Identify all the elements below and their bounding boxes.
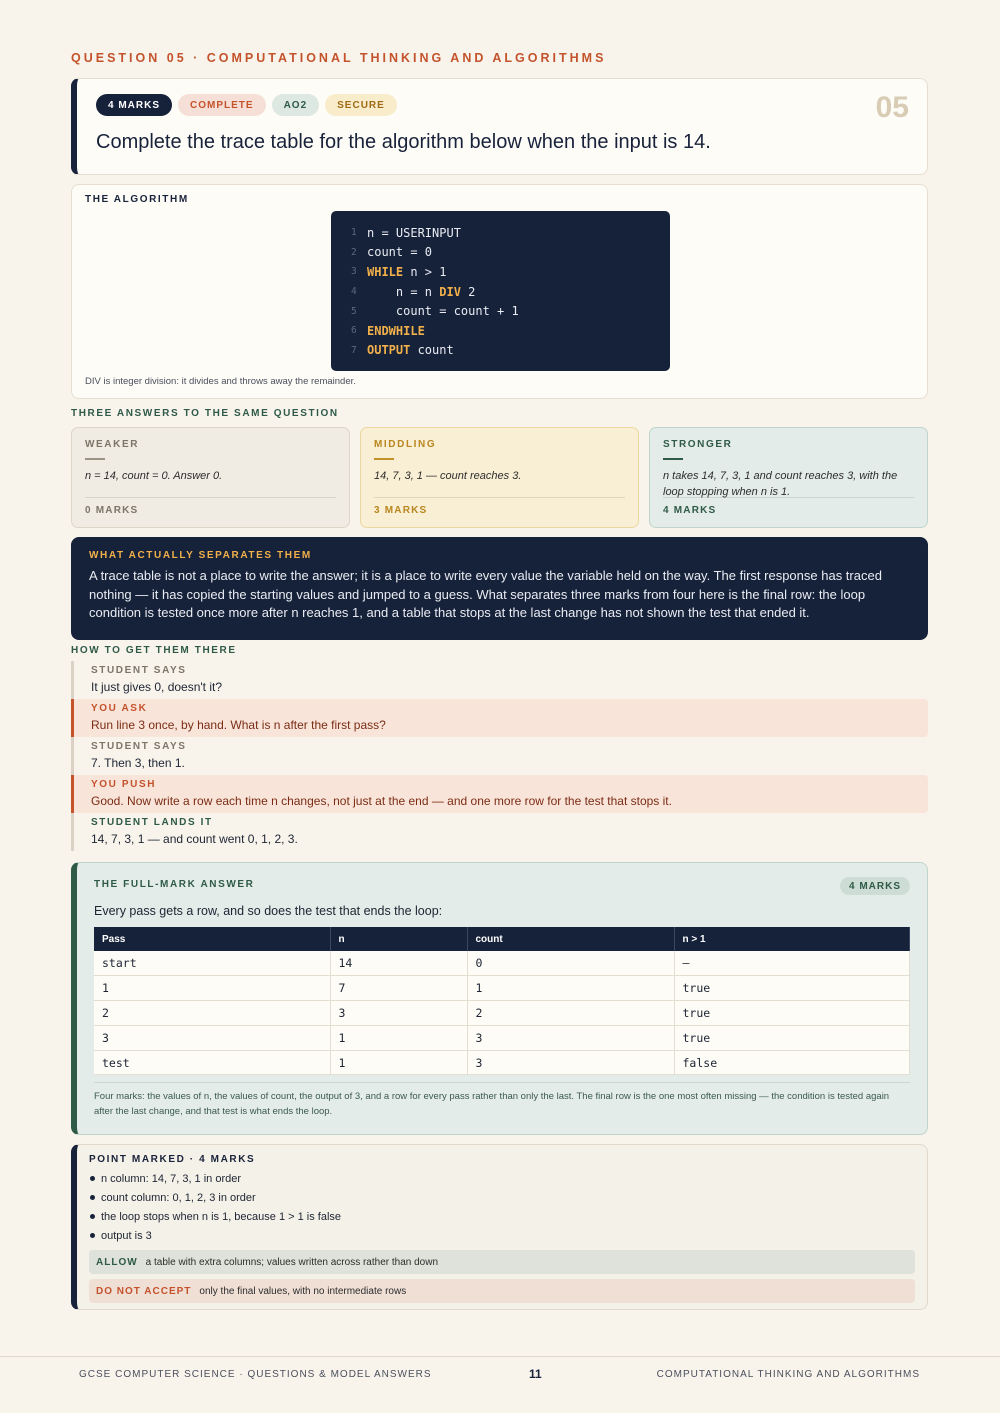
speaker-label: STUDENT SAYS	[91, 665, 187, 676]
algorithm-label: THE ALGORITHM	[85, 194, 189, 205]
title-rule	[85, 458, 105, 460]
full-mark-title: THE FULL-MARK ANSWER	[94, 879, 255, 890]
do-not-accept-row	[89, 1279, 915, 1303]
code-text: count = 0	[367, 245, 433, 260]
footer-book-title: GCSE COMPUTER SCIENCE · QUESTIONS & MODEL ANSWERS	[79, 1369, 432, 1380]
full-mark-intro: Every pass gets a row, and so does the test that ends the loop:	[94, 904, 443, 918]
full-mark-card	[71, 862, 928, 1135]
command-word-badge: COMPLETE	[178, 94, 266, 116]
speaker-label: STUDENT SAYS	[91, 741, 187, 752]
code-keyword: ENDWHILE	[367, 323, 425, 338]
middling-answer-card	[360, 427, 639, 528]
code-keyword: WHILE	[367, 264, 404, 279]
line-number: 3	[351, 266, 357, 278]
student-turn	[71, 661, 928, 699]
code-text: n = USERINPUT	[367, 225, 461, 240]
table-cell: 1	[94, 976, 330, 1001]
title-rule	[663, 458, 683, 460]
table-cell: 1	[330, 1050, 467, 1075]
answers-section-label: THREE ANSWERS TO THE SAME QUESTION	[71, 408, 339, 419]
table-cell: 3	[467, 1050, 674, 1075]
marking-points-list	[89, 1169, 915, 1245]
student-turn	[71, 813, 928, 851]
stronger-answer-card	[649, 427, 928, 528]
answer-text: n takes 14, 7, 3, 1 and count reaches 3, with the loop stopping when n is 1.	[663, 470, 898, 498]
answer-marks: 0 MARKS	[85, 497, 336, 516]
footer-section-title: COMPUTATIONAL THINKING AND ALGORITHMS	[656, 1369, 920, 1380]
algorithm-note: DIV is integer division: it divides and throws away the remainder.	[85, 376, 356, 387]
table-cell: 0	[467, 951, 674, 976]
table-cell: start	[94, 951, 330, 976]
table-header-row	[94, 927, 910, 951]
speaker-label: YOU PUSH	[91, 779, 157, 790]
algorithm-card	[71, 184, 928, 399]
page-number: 11	[529, 1367, 542, 1381]
table-cell: false	[674, 1050, 910, 1075]
line-number: 2	[351, 246, 357, 258]
line-number: 7	[351, 344, 357, 356]
title-rule	[374, 458, 394, 460]
point-marked-title: POINT MARKED · 4 MARKS	[89, 1154, 256, 1165]
code-line	[351, 262, 670, 282]
code-text: 2	[460, 284, 476, 299]
question-card	[71, 78, 928, 175]
separates-text: A trace table is not a place to write the answer; it is a place to write every value the variable held on the way. The first response has traced nothing — it has copied the starting values and jumped to a guess. What separates three marks from four here is the final row: the loop condition is tested once more after n reaches 1, and a table that stops at the last change has not shown the test that ended it.	[89, 568, 882, 620]
list-item: output is 3	[89, 1226, 915, 1245]
speech-text: Good. Now write a row each time n changes, not just at the end — and one more row for the test that stops it.	[91, 794, 672, 808]
column-header: n	[330, 927, 467, 951]
table-row	[94, 976, 910, 1001]
answer-title: WEAKER	[85, 439, 140, 450]
code-line	[351, 282, 670, 302]
code-text: count	[410, 343, 454, 358]
allow-label: ALLOW	[96, 1256, 138, 1268]
table-cell: true	[674, 976, 910, 1001]
code-text: count = count + 1	[367, 304, 519, 319]
table-cell: 7	[330, 976, 467, 1001]
do-not-accept-label: DO NOT ACCEPT	[96, 1285, 192, 1297]
line-number: 4	[351, 286, 357, 298]
table-row	[94, 1025, 910, 1050]
page-footer	[0, 1356, 1000, 1413]
teacher-turn	[71, 699, 928, 737]
allow-text: a table with extra columns; values written across rather than down	[145, 1256, 439, 1268]
code-line	[351, 243, 670, 263]
code-block	[331, 211, 670, 371]
table-cell: 14	[330, 951, 467, 976]
answer-marks: 3 MARKS	[374, 497, 625, 516]
column-header: n > 1	[674, 927, 910, 951]
dialog-list	[71, 661, 928, 851]
trace-table	[94, 927, 910, 1075]
allow-row	[89, 1250, 915, 1274]
full-mark-note: Four marks: the values of n, the values of count, the output of 3, and a row for every pass rather than only the last. The final row is the one most often missing — the condition is tested again after the last change, and that test is what ends the loop.	[94, 1082, 910, 1119]
code-keyword: DIV	[439, 284, 461, 299]
separates-title: WHAT ACTUALLY SEPARATES THEM	[89, 550, 312, 561]
list-item: count column: 0, 1, 2, 3 in order	[89, 1188, 915, 1207]
line-number: 1	[351, 227, 357, 239]
table-cell: 3	[467, 1025, 674, 1050]
badge-row	[96, 94, 397, 116]
separates-panel	[71, 537, 928, 640]
code-text: n > 1	[403, 264, 447, 279]
answer-marks: 4 MARKS	[663, 497, 914, 516]
do-not-accept-text: only the final values, with no intermediate rows	[199, 1285, 407, 1297]
assessment-objective-badge: AO2	[272, 94, 320, 116]
column-header: Pass	[94, 927, 330, 951]
table-cell: 1	[467, 976, 674, 1001]
speech-text: Run line 3 once, by hand. What is n after the first pass?	[91, 718, 386, 732]
table-cell: true	[674, 1025, 910, 1050]
code-line	[351, 223, 670, 243]
question-number: 05	[875, 91, 909, 124]
speaker-label: STUDENT LANDS IT	[91, 817, 213, 828]
code-line	[351, 301, 670, 321]
speech-text: It just gives 0, doesn't it?	[91, 680, 223, 694]
table-cell: 1	[330, 1025, 467, 1050]
answer-text: 14, 7, 3, 1 — count reaches 3.	[374, 470, 522, 482]
point-marked-card	[71, 1144, 928, 1310]
answer-text: n = 14, count = 0. Answer 0.	[85, 470, 223, 482]
table-cell: 2	[467, 1001, 674, 1026]
table-cell: 2	[94, 1001, 330, 1026]
speech-text: 7. Then 3, then 1.	[91, 756, 185, 770]
teacher-turn	[71, 775, 928, 813]
list-item: n column: 14, 7, 3, 1 in order	[89, 1169, 915, 1188]
speech-text: 14, 7, 3, 1 — and count went 0, 1, 2, 3.	[91, 832, 298, 846]
code-text: n = n	[367, 284, 440, 299]
column-header: count	[467, 927, 674, 951]
code-keyword: OUTPUT	[367, 343, 411, 358]
table-row	[94, 1050, 910, 1075]
answer-title: MIDDLING	[374, 439, 437, 450]
line-number: 6	[351, 325, 357, 337]
question-eyebrow: QUESTION 05 · COMPUTATIONAL THINKING AND ALGORITHMS	[71, 51, 607, 65]
code-line	[351, 341, 670, 361]
table-cell: —	[674, 951, 910, 976]
table-cell: test	[94, 1050, 330, 1075]
table-cell: true	[674, 1001, 910, 1026]
student-turn	[71, 737, 928, 775]
table-row	[94, 951, 910, 976]
weaker-answer-card	[71, 427, 350, 528]
line-number: 5	[351, 305, 357, 317]
dialog-section-label: HOW TO GET THEM THERE	[71, 645, 237, 656]
question-text: Complete the trace table for the algorithm below when the input is 14.	[96, 131, 711, 153]
table-cell: 3	[330, 1001, 467, 1026]
table-row	[94, 1001, 910, 1026]
level-badge: SECURE	[325, 94, 397, 116]
full-mark-marks-badge: 4 MARKS	[840, 877, 910, 895]
code-line	[351, 321, 670, 341]
marks-badge: 4 MARKS	[96, 94, 172, 116]
speaker-label: YOU ASK	[91, 703, 148, 714]
answer-title: STRONGER	[663, 439, 733, 450]
list-item: the loop stops when n is 1, because 1 > 1 is false	[89, 1207, 915, 1226]
table-cell: 3	[94, 1025, 330, 1050]
